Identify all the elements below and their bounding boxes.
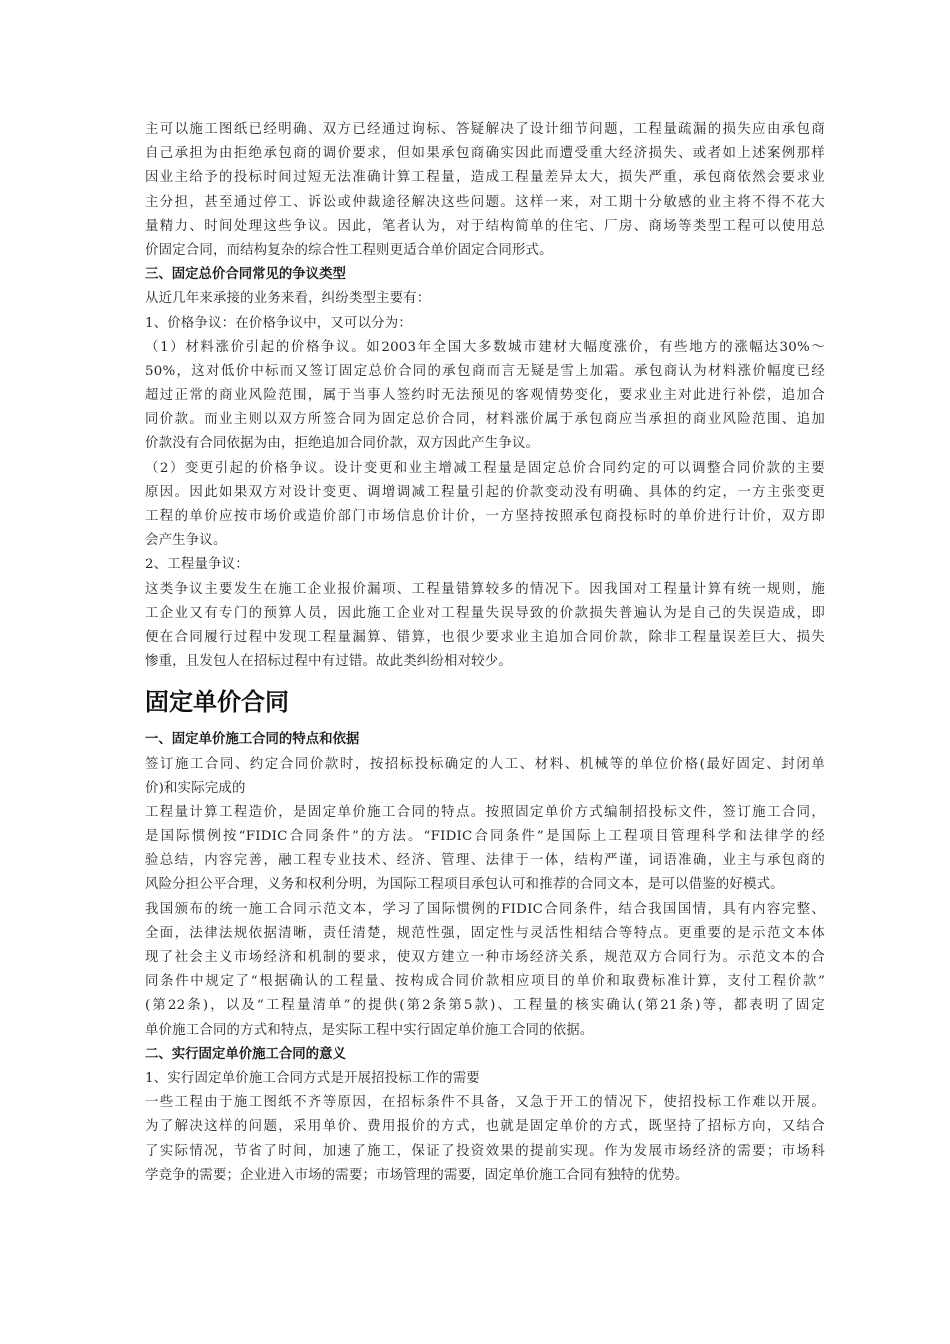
text-line: 验总结，内容完善，融工程专业技术、经济、管理、法律于一体，结构严谨，词语准确，业主与承包商的 — [145, 853, 825, 869]
material-price-paragraph — [145, 336, 825, 457]
text-line: 超过正常的商业风险范围，属于当事人签约时无法预见的客观情势变化，要求业主对此进行补偿，追加合 — [145, 388, 825, 404]
section-heading-disputes: 三、固定总价合同常见的争议类型 — [145, 267, 346, 283]
section-heading-significance: 二、实行固定单价施工合同的意义 — [145, 1046, 346, 1062]
text-line: 会产生争议。 — [145, 533, 227, 549]
change-price-paragraph — [145, 457, 825, 554]
text-line: 惨重，且发包人在招标过程中有过错。故此类纠纷相对较少。 — [145, 654, 512, 670]
text-line: 工程量计算工程造价，是固定单价施工合同的特点。按照固定单价方式编制招投标文件，签订施工合同， — [145, 804, 825, 820]
significance-paragraph — [145, 1091, 825, 1188]
text-line: 因业主给予的投标时间过短无法准确计算工程量，造成工程量差异太大，损失严重，承包商依然会要求业 — [145, 170, 825, 186]
features-paragraph-c — [145, 898, 825, 1043]
text-line: 我国颁布的统一施工合同示范文本，学习了国际惯例的FIDIC合同条件，结合我国国情，具有内容完整、 — [145, 901, 825, 917]
text-line: 主分担，甚至通过停工、诉讼或仲裁途径解决这些问题。这样一来，对工期十分敏感的业主将不得不花大 — [145, 194, 825, 210]
text-line: 价)和实际完成的 — [145, 780, 246, 796]
intro-paragraph — [145, 118, 825, 263]
disputes-intro: 从近几年来承接的业务来看，纠纷类型主要有： — [145, 291, 431, 307]
significance-item-title: 1、实行固定单价施工合同方式是开展招投标工作的需要 — [145, 1070, 480, 1086]
text-line: 同条件中规定了“根据确认的工程量、按构成合同价款相应项目的单价和取费标准计算，支付工程价款” — [145, 974, 825, 990]
text-line: 价固定合同，而结构复杂的综合性工程则更适合单价固定合同形式。 — [145, 242, 553, 258]
text-line: 同价款。而业主则以双方所签合同为固定总价合同，材料涨价属于承包商应当承担的商业风险范围、追加 — [145, 412, 825, 428]
text-line: （2）变更引起的价格争议。设计变更和业主增减工程量是固定总价合同约定的可以调整合同价款的主要 — [145, 460, 825, 476]
price-dispute-title: 1、价格争议：在价格争议中，又可以分为： — [145, 315, 412, 331]
quantity-dispute-paragraph — [145, 578, 825, 675]
features-paragraph-a — [145, 753, 825, 801]
text-line: 签订施工合同、约定合同价款时，按招标投标确定的人工、材料、机械等的单位价格(最好固定、封闭单 — [145, 756, 825, 772]
features-paragraph-b — [145, 801, 825, 898]
text-line: 这类争议主要发生在施工企业报价漏项、工程量错算较多的情况下。因我国对工程量计算有统一规则，施 — [145, 581, 825, 597]
text-line: 单价施工合同的方式和特点，是实际工程中实行固定单价施工合同的依据。 — [145, 1022, 594, 1038]
text-line: 了实际情况，节省了时间，加速了施工，保证了投资效果的提前实现。作为发展市场经济的需要；市场科 — [145, 1143, 825, 1159]
section-heading-features: 一、固定单价施工合同的特点和依据 — [145, 732, 360, 748]
text-line: (第22条)，以及“工程量清单”的提供(第2条第5款)、工程量的核实确认(第21条)等，都表明了固定 — [145, 998, 825, 1014]
text-line: 主可以施工图纸已经明确、双方已经通过询标、答疑解决了设计细节问题，工程量疏漏的损失应由承包商 — [145, 122, 825, 137]
text-line: 风险分担公平合理，义务和权利分明，为国际工程项目承包认可和推荐的合同文本，是可以借鉴的好模式。 — [145, 877, 784, 893]
text-line: 学竞争的需要；企业进入市场的需要；市场管理的需要，固定单价施工合同有独特的优势。 — [145, 1167, 689, 1183]
text-line: 一些工程由于施工图纸不齐等原因，在招标条件不具备，又急于开工的情况下，使招投标工作难以开展。 — [145, 1095, 825, 1111]
text-line: 为了解决这样的问题，采用单价、费用报价的方式，也就是固定单价的方式，既坚持了招标方向，又结合 — [145, 1119, 825, 1135]
text-line: 量精力、时间处理这些争议。因此，笔者认为，对于结构简单的住宅、厂房、商场等类型工程可以使用总 — [145, 218, 825, 234]
quantity-dispute-title: 2、工程量争议： — [145, 557, 249, 573]
text-line: 原因。因此如果双方对设计变更、调增调减工程量引起的价款变动没有明确、具体的约定，一方主张变更 — [145, 484, 825, 500]
text-line: 全面，法律法规依据清晰，责任清楚，规范性强，固定性与灵活性相结合等特点。更重要的是示范文本体 — [145, 925, 825, 941]
text-line: 现了社会主义市场经济和机制的要求，使双方建立一种市场经济关系，规范双方合同行为。示范文本的合 — [145, 950, 825, 965]
text-line: （1）材料涨价引起的价格争议。如2003年全国大多数城市建材大幅度涨价，有些地方的涨幅达30%～ — [145, 339, 825, 355]
text-line: 价款没有合同依据为由，拒绝追加合同价款，双方因此产生争议。 — [145, 436, 540, 452]
text-line: 工程的单价应按市场价或造价部门市场信息价计价，一方坚持按照承包商投标时的单价进行计价，双方即 — [145, 509, 825, 524]
text-line: 工企业又有专门的预算人员，因此施工企业对工程量失误导致的价款损失普遍认为是自己的失误造成，即 — [145, 605, 825, 621]
text-line: 便在合同履行过程中发现工程量漏算、错算，也很少要求业主追加合同价款，除非工程量误差巨大、损失 — [145, 629, 825, 645]
chapter-heading-unit-price: 固定单价合同 — [145, 688, 289, 717]
text-line: 50%，这对低价中标而又签订固定总价合同的承包商而言无疑是雪上加霜。承包商认为材料涨价幅度已经 — [145, 363, 825, 379]
document-page — [145, 118, 825, 1188]
text-line: 是国际惯例按“FIDIC合同条件”的方法。“FIDIC合同条件”是国际上工程项目管理科学和法律学的经 — [145, 829, 825, 845]
text-line: 自己承担为由拒绝承包商的调价要求，但如果承包商确实因此而遭受重大经济损失、或者如上述案例那样 — [145, 146, 825, 162]
